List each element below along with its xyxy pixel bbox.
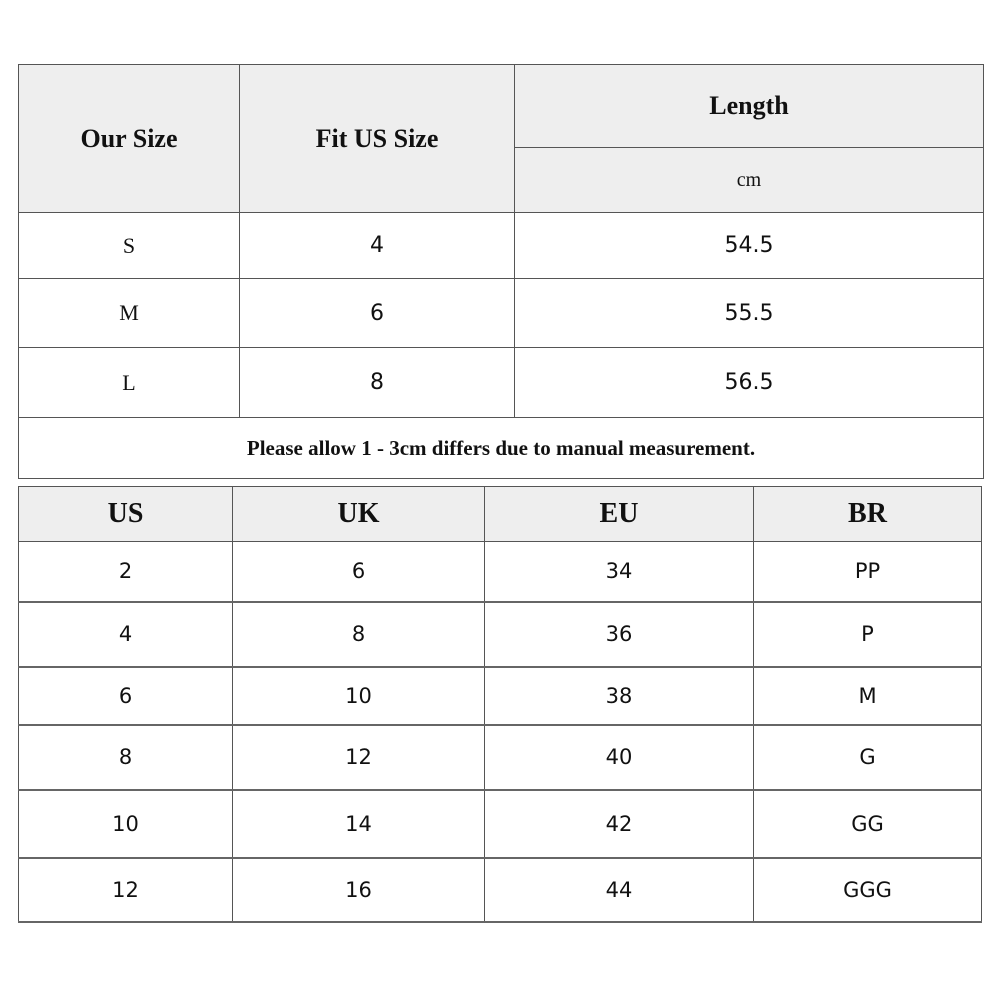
table-row [19, 858, 982, 922]
header-length: Length [515, 65, 984, 148]
our-size-cell: S [19, 213, 240, 279]
us-cell: 12 [19, 858, 233, 922]
header-us: US [19, 487, 233, 542]
uk-cell: 14 [233, 790, 485, 858]
length-cell: 56.5 [515, 348, 984, 418]
us-cell: 10 [19, 790, 233, 858]
size-chart-table [18, 64, 984, 479]
br-cell: M [754, 667, 982, 725]
header-br: BR [754, 487, 982, 542]
eu-cell: 34 [485, 542, 754, 602]
eu-cell: 42 [485, 790, 754, 858]
us-cell: 4 [19, 602, 233, 667]
eu-cell: 38 [485, 667, 754, 725]
length-cell: 55.5 [515, 279, 984, 348]
table-row [19, 667, 982, 725]
header-uk: UK [233, 487, 485, 542]
uk-cell: 8 [233, 602, 485, 667]
our-size-cell: M [19, 279, 240, 348]
us-cell: 8 [19, 725, 233, 790]
br-cell: G [754, 725, 982, 790]
table-row [19, 602, 982, 667]
header-our-size: Our Size [19, 65, 240, 213]
fit-us-size-cell: 8 [240, 348, 515, 418]
br-cell: GGG [754, 858, 982, 922]
table-row [19, 725, 982, 790]
table-row [19, 348, 984, 418]
uk-cell: 10 [233, 667, 485, 725]
fit-us-size-cell: 6 [240, 279, 515, 348]
uk-cell: 16 [233, 858, 485, 922]
size-conversion-table [18, 486, 982, 923]
table-row [19, 213, 984, 279]
conversion-header-row [19, 487, 982, 542]
br-cell: PP [754, 542, 982, 602]
header-length-unit: cm [515, 148, 984, 213]
eu-cell: 40 [485, 725, 754, 790]
length-cell: 54.5 [515, 213, 984, 279]
table-row [19, 279, 984, 348]
uk-cell: 6 [233, 542, 485, 602]
measurement-note: Please allow 1 - 3cm differs due to manual measurement. [19, 418, 984, 479]
header-eu: EU [485, 487, 754, 542]
us-cell: 2 [19, 542, 233, 602]
eu-cell: 36 [485, 602, 754, 667]
uk-cell: 12 [233, 725, 485, 790]
fit-us-size-cell: 4 [240, 213, 515, 279]
us-cell: 6 [19, 667, 233, 725]
header-fit-us-size: Fit US Size [240, 65, 515, 213]
br-cell: P [754, 602, 982, 667]
table-row [19, 790, 982, 858]
eu-cell: 44 [485, 858, 754, 922]
table-row [19, 542, 982, 602]
br-cell: GG [754, 790, 982, 858]
our-size-cell: L [19, 348, 240, 418]
